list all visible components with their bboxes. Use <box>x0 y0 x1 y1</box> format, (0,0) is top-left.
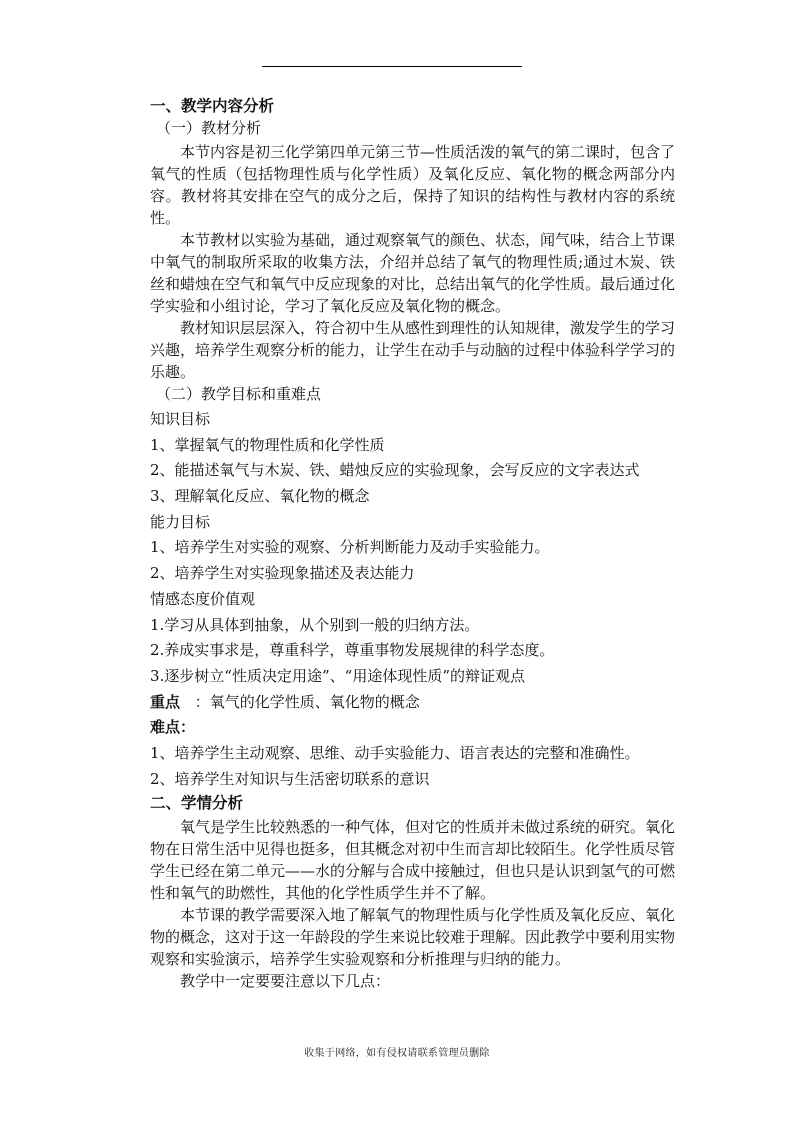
paragraph: 本节课的教学需要深入地了解氧气的物理性质与化学性质及氧化反应、氧化物的概念，这对于这一年龄段的学生来说比较难于理解。因此教学中要利用实物观察和实验演示，培养学生实验观察和分析推理与归纳的能力。 <box>150 906 676 969</box>
section2-heading: 二、学情分析 <box>150 793 244 813</box>
list-item: 2、能描述氧气与木炭、铁、蜡烛反应的实验现象，会写反应的文字表达式 <box>150 461 640 480</box>
list-item: 3.逐步树立“性质决定用途”、“用途体现性质”的辩证观点 <box>150 666 525 685</box>
paragraph: 本节内容是初三化学第四单元第三节—性质活泼的氧气的第二课时，包含了氧气的性质（包括物理性质与化学性质）及氧化反应、氧化物的概念两部分内容。教材将其安排在空气的成分之后，保持了知识的结构性与教材内容的系统性。 <box>150 143 676 227</box>
subheading-goals: （二）教学目标和重难点 <box>156 385 322 403</box>
section1-heading: 一、教学内容分析 <box>150 96 275 115</box>
list-item: 3、理解氧化反应、氧化物的概念 <box>150 487 370 506</box>
ability-goals-title: 能力目标 <box>150 512 211 531</box>
paragraph: 本节教材以实验为基础，通过观察氧气的颜色、状态，闻气味，结合上节课中氧气的制取所采取的收集方法，介绍并总结了氧气的物理性质;通过木炭、铁丝和蜡烛在空气和氧气中反应现象的对比，总结出氧气的化学性质。最后通过化学实验和小组讨论，学习了氧化反应及氧化物的概念。 <box>150 231 676 315</box>
list-item: 2、培养学生对实验现象描述及表达能力 <box>150 564 415 583</box>
paragraph: 教材知识层层深入，符合初中生从感性到理性的认知规律，激发学生的学习兴趣，培养学生观察分析的能力，让学生在动手与动脑的过程中体验科学学习的乐趣。 <box>150 319 676 381</box>
list-item: 1.学习从具体到抽象，从个别到一般的归纳方法。 <box>150 615 480 634</box>
document-body <box>150 95 675 992</box>
header-rule <box>262 66 522 67</box>
key-point <box>150 690 675 716</box>
list-item: 1、培养学生主动观察、思维、动手实验能力、语言表达的完整和准确性。 <box>150 743 640 762</box>
paragraph: 氧气是学生比较熟悉的一种气体，但对它的性质并未做过系统的研究。氧化物在日常生活中见得也挺多，但其概念对初中生而言却比较陌生。化学性质尽管学生已经在第二单元——水的分解与合成中接触过，但也只是认识到氢气的可燃性和氧气的助燃性，其他的化学性质学生并不了解。 <box>150 818 676 903</box>
subheading-textbook-analysis: （一）教材分析 <box>156 119 262 137</box>
key-point-label: 重点 <box>150 692 181 711</box>
knowledge-goals-title: 知识目标 <box>150 410 211 428</box>
emotion-goals-title: 情感态度价值观 <box>150 589 256 608</box>
difficulty-label: 难点： <box>150 718 196 737</box>
list-item: 2、培养学生对知识与生活密切联系的意识 <box>150 769 430 788</box>
page-footer: 收集于网络，如有侵权请联系管理员删除 <box>304 1048 490 1059</box>
paragraph: 教学中一定要要注意以下几点： <box>180 972 391 991</box>
list-item: 2.养成实事求是，尊重科学，尊重事物发展规律的科学态度。 <box>150 641 555 660</box>
list-item: 1、掌握氧气的物理性质和化学性质 <box>150 435 385 454</box>
list-item: 1、培养学生对实验的观察、分析判断能力及动手实验能力。 <box>150 538 550 557</box>
key-point-text: ：氧气的化学性质、氧化物的概念 <box>194 692 420 711</box>
